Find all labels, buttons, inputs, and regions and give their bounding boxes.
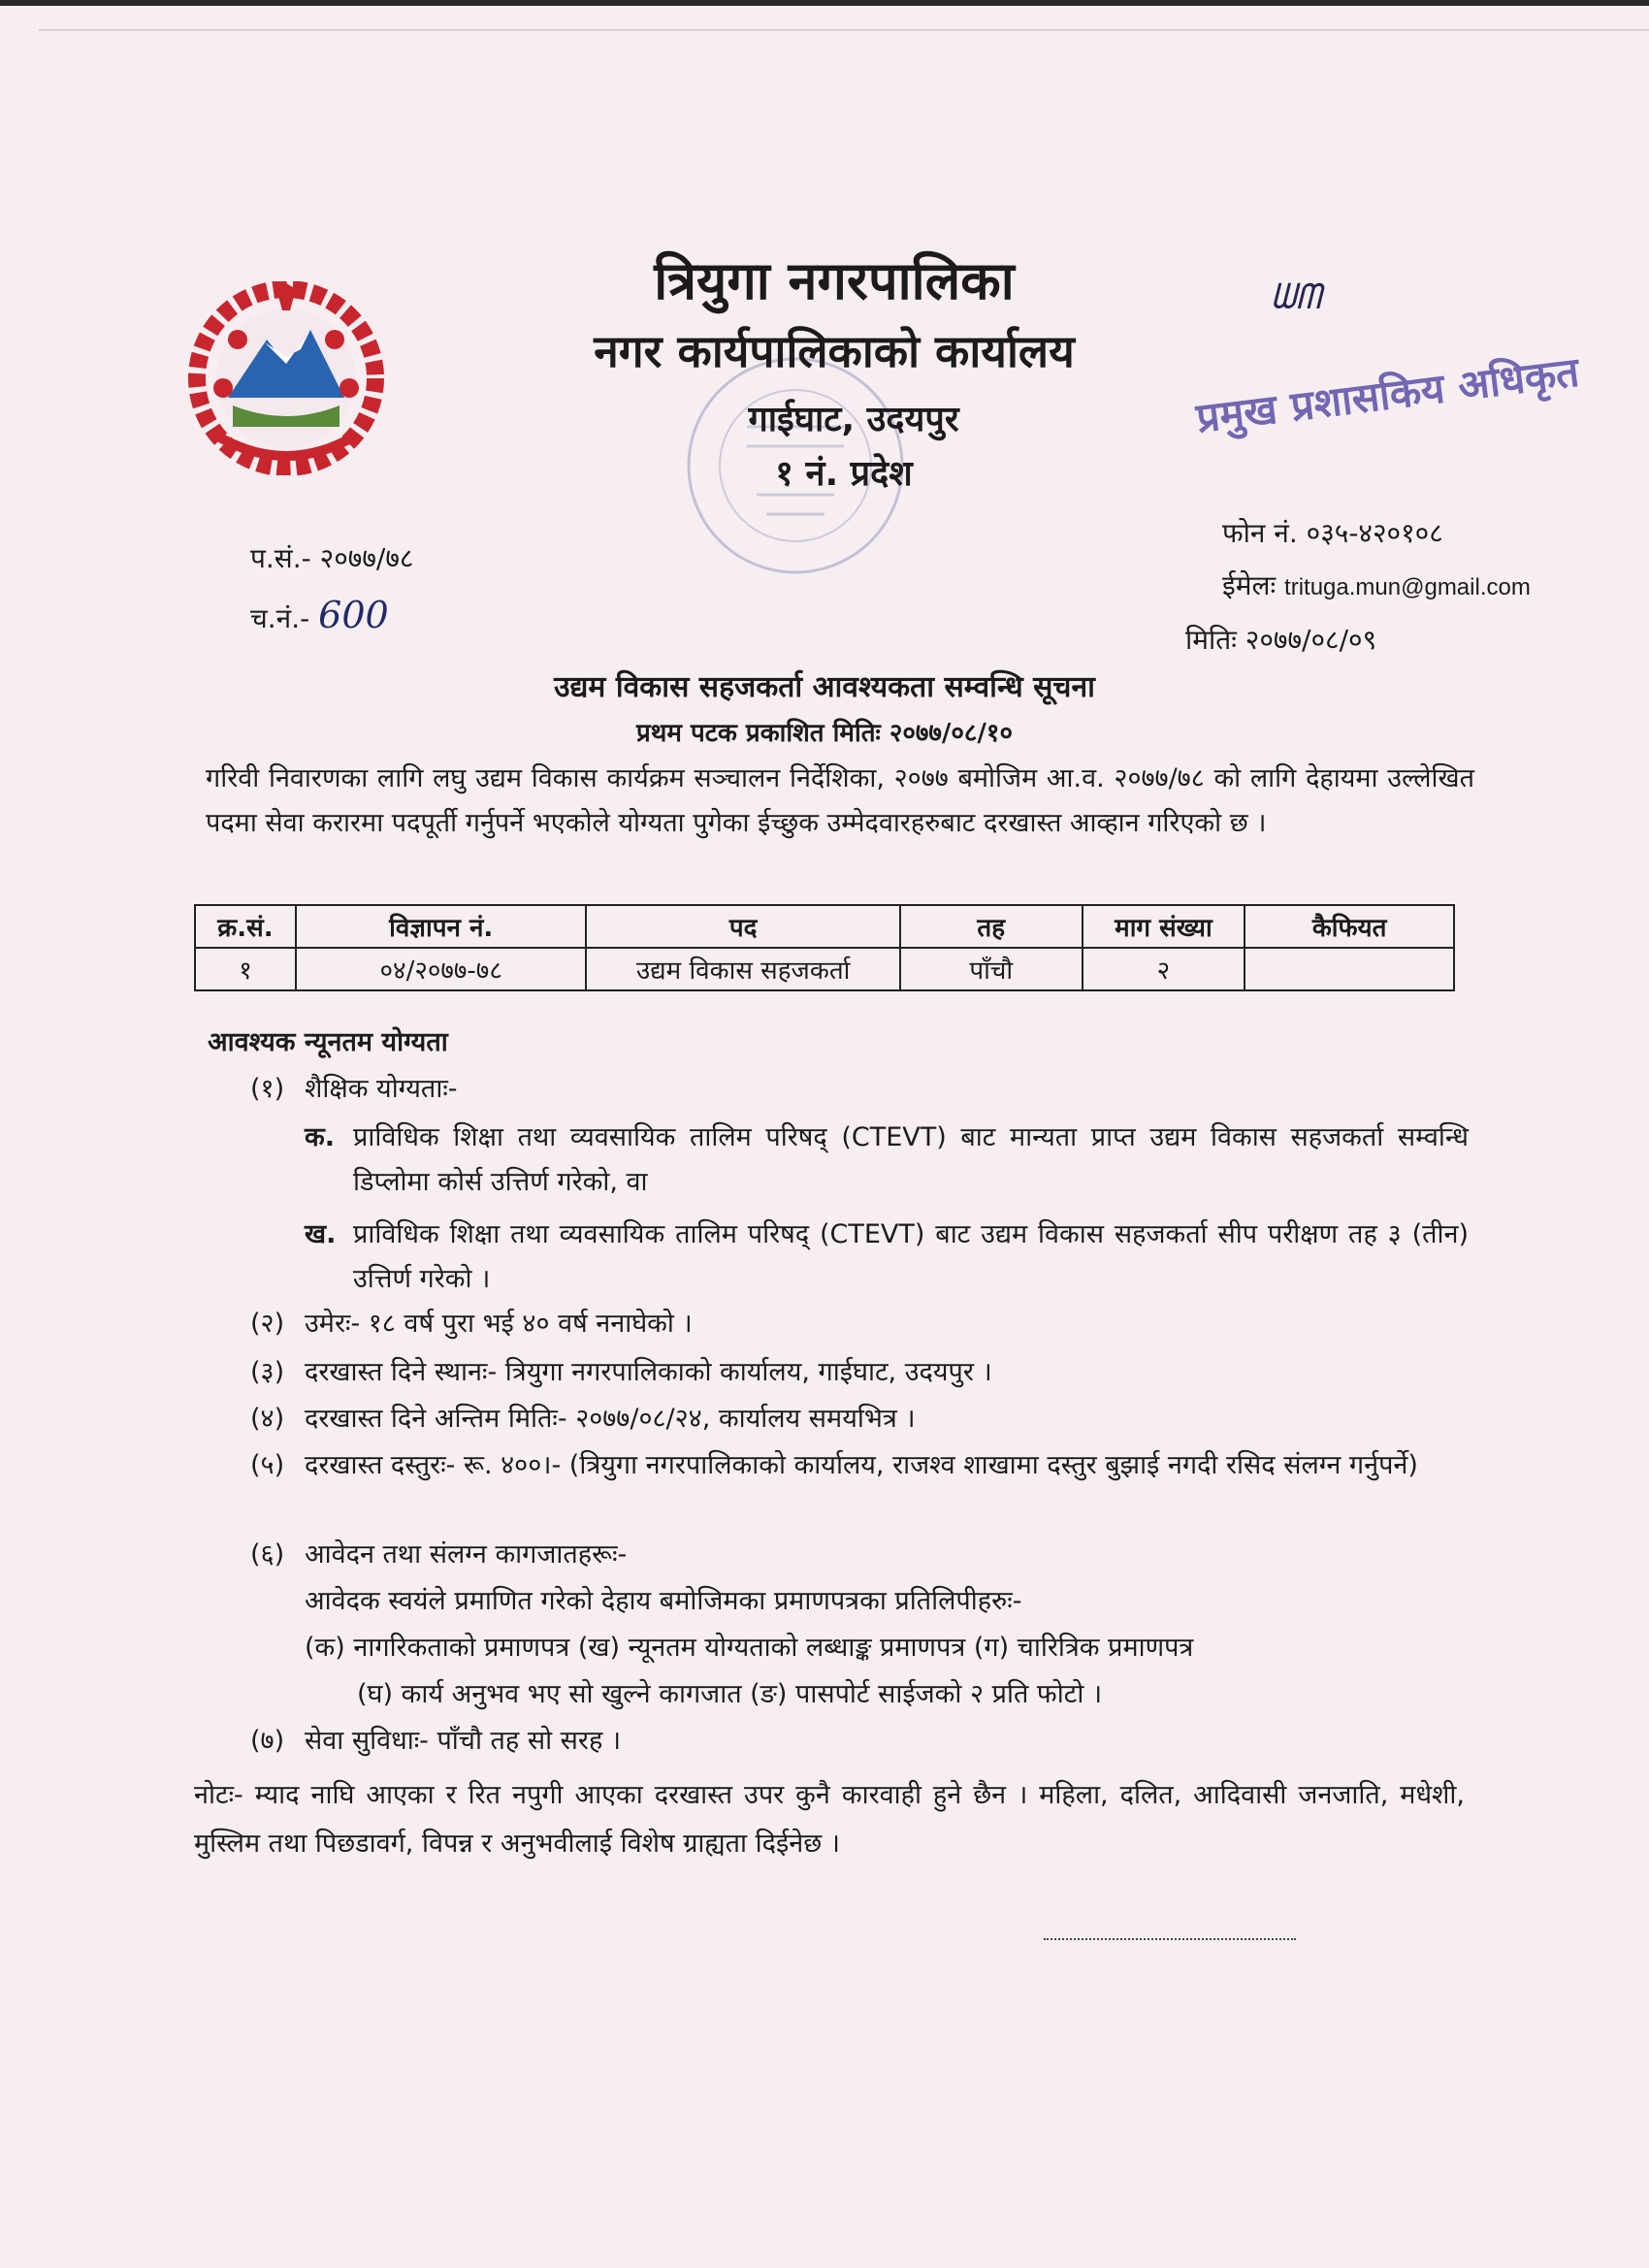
published-date: प्रथम पटक प्रकाशित मितिः २०७७/०८/१० bbox=[636, 719, 1013, 748]
dispatch-label: च.नं.- bbox=[250, 602, 310, 634]
phone-value: ०३५-४२०१०८ bbox=[1306, 517, 1443, 549]
dispatch-number bbox=[250, 594, 389, 636]
scan-fold-line bbox=[39, 29, 1649, 31]
item-number: (३) bbox=[250, 1357, 285, 1387]
date-line bbox=[1185, 621, 1376, 658]
table-cell: ०४/२०७७-७८ bbox=[296, 948, 587, 990]
phone-label: फोन नं. bbox=[1222, 517, 1298, 549]
table-cell: १ bbox=[195, 948, 296, 990]
note-paragraph: नोटः- म्याद नाघि आएका र रित नपुगी आएका दरखास्त उपर कुनै कारवाही हुने छैन । महिला, दलित, आदिवासी जनजाति, मधेशी, मुस्लिम तथा पिछडावर्ग, विपन्न र अनुभवीलाई विशेष ग्राह्यता दिईनेछ । bbox=[194, 1780, 1465, 1859]
office-address: गाईघाट, उदयपुर bbox=[748, 400, 959, 439]
item-number: (४) bbox=[250, 1404, 285, 1434]
vacancy-table bbox=[194, 904, 1455, 991]
phone-line bbox=[1222, 514, 1443, 551]
item-number: (५) bbox=[250, 1450, 285, 1480]
table-header: माग संख्या bbox=[1083, 905, 1245, 948]
documents-line: (घ) कार्य अनुभव भए सो खुल्ने कागजात (ङ) पासपोर्ट साईजको २ प्रति फोटो । bbox=[357, 1679, 1103, 1709]
list-item-deadline bbox=[250, 1397, 916, 1442]
sub-item-mark: क. bbox=[305, 1122, 335, 1152]
table-cell: पाँचौ bbox=[900, 948, 1083, 990]
office-province: १ नं. प्रदेश bbox=[775, 454, 913, 494]
table-header: विज्ञापन नं. bbox=[296, 905, 587, 948]
item-label: आवेदन तथा संलग्न कागजातहरूः- bbox=[305, 1539, 628, 1570]
reference-label: प.सं.- bbox=[250, 542, 311, 574]
sub-item-mark: ख. bbox=[305, 1219, 337, 1249]
list-item-fee: दरखास्त दस्तुरः- रू. ४००।- (त्रियुगा नगरपालिकाको कार्यालय, राजश्व शाखामा दस्तुर बुझाई नगदी रसिद संलग्न गर्नुपर्ने) bbox=[305, 1450, 1418, 1480]
table-header: तह bbox=[900, 905, 1083, 948]
nepal-emblem-icon bbox=[179, 281, 393, 475]
notice-title: उद्यम विकास सहजकर्ता आवश्यकता सम्वन्धि सूचना bbox=[554, 670, 1095, 704]
table-header: पद bbox=[586, 905, 899, 948]
item-text: सेवा सुविधाः- पाँचौ तह सो सरह । bbox=[305, 1726, 622, 1756]
item-number: (१) bbox=[250, 1074, 285, 1104]
table-row bbox=[195, 948, 1454, 990]
dispatch-value: 600 bbox=[318, 594, 389, 636]
signature-line bbox=[1044, 1938, 1296, 1940]
list-item-place bbox=[250, 1350, 992, 1395]
office-title: त्रियुगा नगरपालिका bbox=[654, 250, 1015, 311]
scan-edge bbox=[0, 0, 1649, 6]
handwritten-initials: ᗯᗰ bbox=[1271, 277, 1321, 317]
email-line bbox=[1222, 567, 1531, 603]
documents-line: (क) नागरिकताको प्रमाणपत्र (ख) न्यूनतम योग्यताको लब्धाङ्क प्रमाणपत्र (ग) चारित्रिक प्रमाणपत्र bbox=[305, 1633, 1194, 1663]
email-value: trituga.mun@gmail.com bbox=[1284, 574, 1531, 600]
item-text: दरखास्त दिने अन्तिम मितिः- २०७७/०८/२४, कार्यालय समयभित्र । bbox=[305, 1404, 916, 1434]
list-item-age bbox=[250, 1302, 693, 1346]
table-header-row bbox=[195, 905, 1454, 948]
officer-stamp: प्रमुख प्रशासकिय अधिकृत bbox=[1193, 347, 1582, 442]
item-number: (६) bbox=[250, 1539, 285, 1570]
item-text: दरखास्त दिने स्थानः- त्रियुगा नगरपालिकाको कार्यालय, गाईघाट, उदयपुर । bbox=[305, 1357, 992, 1387]
date-value: २०७७/०८/०९ bbox=[1245, 624, 1377, 656]
sub-item-text: प्राविधिक शिक्षा तथा व्यवसायिक तालिम परिषद् (CTEVT) बाट मान्यता प्राप्त उद्यम विकास सहजकर्ता सम्वन्धि डिप्लोमा कोर्स उत्तिर्ण गरेको, वा bbox=[353, 1122, 1469, 1197]
list-item-education bbox=[250, 1067, 458, 1112]
requirements-heading: आवश्यक न्यूनतम योग्यता bbox=[208, 1027, 448, 1057]
intro-paragraph: गरिवी निवारणका लागि लघु उद्यम विकास कार्यक्रम सञ्चालन निर्देशिका, २०७७ बमोजिम आ.व. २०७७/७८ को लागि देहायमा उल्लेखित पदमा सेवा करारमा पदपूर्ती गर्नुपर्ने भएकोले योग्यता पुगेका ईच्छुक उम्मेदवारहरुबाट दरखास्त आव्हान गरिएको छ । bbox=[206, 763, 1474, 838]
list-item-documents bbox=[250, 1533, 627, 1577]
office-subtitle: नगर कार्यपालिकाको कार्यालय bbox=[594, 325, 1075, 377]
item-label: शैक्षिक योग्यताः- bbox=[305, 1074, 458, 1104]
documents-intro: आवेदक स्वयंले प्रमाणित गरेको देहाय बमोजिमका प्रमाणपत्रका प्रतिलिपीहरुः- bbox=[305, 1586, 1022, 1616]
table-cell bbox=[1245, 948, 1454, 990]
table-cell: उद्यम विकास सहजकर्ता bbox=[586, 948, 899, 990]
table-header: कैफियत bbox=[1245, 905, 1454, 948]
table-header: क्र.सं. bbox=[195, 905, 296, 948]
reference-value: २०७७/७८ bbox=[319, 542, 414, 574]
item-number: (७) bbox=[250, 1726, 285, 1756]
table-cell: २ bbox=[1083, 948, 1245, 990]
date-label: मितिः bbox=[1185, 624, 1237, 656]
sub-item-text: प्राविधिक शिक्षा तथा व्यवसायिक तालिम परिषद् (CTEVT) बाट उद्यम विकास सहजकर्ता सीप परीक्षण तह ३ (तीन) उत्तिर्ण गरेको । bbox=[353, 1219, 1469, 1294]
item-text: उमेरः- १८ वर्ष पुरा भई ४० वर्ष ननाघेको । bbox=[305, 1309, 693, 1339]
reference-number bbox=[250, 539, 413, 576]
item-number: (२) bbox=[250, 1309, 285, 1339]
list-item-benefit bbox=[250, 1719, 621, 1764]
email-label: ईमेलः bbox=[1222, 569, 1277, 601]
